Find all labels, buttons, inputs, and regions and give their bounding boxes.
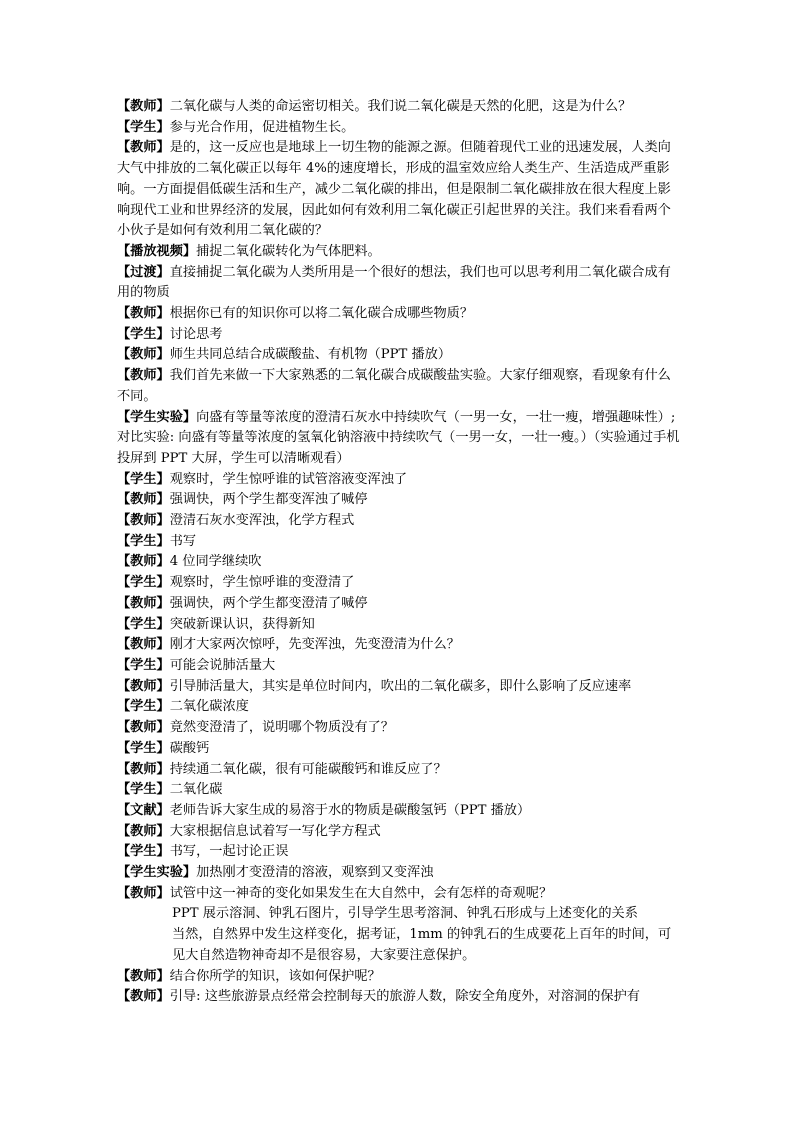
speaker-tag: 【学生】 (117, 119, 170, 135)
speaker-tag: 【学生】 (117, 575, 170, 591)
speaker-tag: 【教师】 (117, 678, 170, 694)
transcript-paragraph (117, 677, 683, 698)
transcript-paragraph (117, 263, 683, 304)
lesson-transcript (117, 97, 683, 1008)
paragraph-text: 我们首先来做一下大家熟悉的二氧化碳合成碳酸盐实验。大家仔细观察，看现象有什么不同。 (117, 368, 671, 404)
transcript-paragraph (117, 904, 683, 925)
transcript-paragraph (117, 345, 683, 366)
transcript-paragraph (117, 656, 683, 677)
speaker-tag: 【教师】 (117, 885, 170, 901)
paragraph-text: 刚才大家两次惊呼，先变浑浊，先变澄清为什么？ (169, 637, 460, 653)
transcript-paragraph (117, 552, 683, 573)
speaker-tag: 【学生实验】 (117, 409, 197, 425)
paragraph-text: 师生共同总结合成碳酸盐、有机物（PPT 播放） (169, 347, 452, 363)
paragraph-text: 碳酸钙 (169, 740, 210, 756)
speaker-tag: 【教师】 (117, 595, 170, 611)
speaker-tag: 【学生】 (117, 844, 170, 860)
transcript-paragraph (117, 242, 683, 263)
transcript-paragraph (117, 325, 683, 346)
paragraph-text: 二氧化碳浓度 (169, 699, 249, 715)
speaker-tag: 【教师】 (117, 554, 170, 570)
speaker-tag: 【教师】 (117, 720, 170, 736)
paragraph-text: 突破新课认识，获得新知 (169, 616, 315, 632)
paragraph-text: 大家根据信息试着写一写化学方程式 (169, 823, 381, 839)
transcript-paragraph (117, 987, 683, 1008)
speaker-tag: 【过渡】 (117, 264, 170, 280)
transcript-paragraph (117, 718, 683, 739)
paragraph-text: 书写 (169, 533, 197, 549)
transcript-paragraph (117, 801, 683, 822)
transcript-paragraph (117, 635, 683, 656)
transcript-paragraph (117, 573, 683, 594)
transcript-paragraph (117, 760, 683, 781)
transcript-paragraph (117, 118, 683, 139)
transcript-paragraph (117, 97, 683, 118)
speaker-tag: 【学生】 (117, 657, 170, 673)
transcript-paragraph (117, 532, 683, 553)
speaker-tag: 【学生实验】 (117, 865, 197, 881)
speaker-tag: 【学生】 (117, 782, 170, 798)
paragraph-text: 4 位同学继续吹 (169, 554, 262, 570)
transcript-paragraph (117, 470, 683, 491)
speaker-tag: 【学生】 (117, 740, 170, 756)
speaker-tag: 【教师】 (117, 306, 170, 322)
speaker-tag: 【教师】 (117, 492, 170, 508)
paragraph-text: 二氧化碳 (169, 782, 223, 798)
speaker-tag: 【学生】 (117, 471, 170, 487)
document-page (117, 97, 683, 1008)
transcript-paragraph (117, 842, 683, 863)
paragraph-text: 当然，自然界中发生这样变化，据考证，1mm 的钟乳石的生成要花上百年的时间，可见大自然造物神奇却不是很容易，大家要注意保护。 (172, 927, 672, 963)
speaker-tag: 【教师】 (117, 140, 170, 156)
speaker-tag: 【教师】 (117, 823, 170, 839)
speaker-tag: 【教师】 (117, 989, 170, 1005)
speaker-tag: 【教师】 (117, 761, 170, 777)
transcript-paragraph (117, 594, 683, 615)
paragraph-text: 讨论思考 (169, 326, 223, 342)
paragraph-text: 根据你已有的知识你可以将二氧化碳合成哪些物质？ (169, 306, 474, 322)
transcript-paragraph (117, 490, 683, 511)
speaker-tag: 【播放视频】 (117, 243, 197, 259)
paragraph-text: 参与光合作用，促进植物生长。 (169, 119, 355, 135)
paragraph-text: 观察时，学生惊呼谁的试管溶液变浑浊了 (169, 471, 408, 487)
transcript-paragraph (117, 408, 683, 470)
transcript-paragraph (117, 138, 683, 242)
paragraph-text: 引导肺活量大，其实是单位时间内，吹出的二氧化碳多，即什么影响了反应速率 (169, 678, 632, 694)
transcript-paragraph (117, 822, 683, 843)
paragraph-text: 可能会说肺活量大 (169, 657, 276, 673)
transcript-paragraph (117, 863, 683, 884)
paragraph-text: 书写，一起讨论正误 (169, 844, 289, 860)
paragraph-text: 试管中这一神奇的变化如果发生在大自然中，会有怎样的奇观呢？ (169, 885, 553, 901)
transcript-paragraph (117, 366, 683, 407)
transcript-paragraph (117, 304, 683, 325)
paragraph-text: 持续通二氧化碳，很有可能碳酸钙和谁反应了？ (169, 761, 447, 777)
transcript-paragraph (117, 739, 683, 760)
paragraph-text: 二氧化碳与人类的命运密切相关。我们说二氧化碳是天然的化肥，这是为什么？ (169, 99, 632, 114)
paragraph-text: 引导: 这些旅游景点经常会控制每天的旅游人数，除安全角度外，对溶洞的保护有 (169, 989, 640, 1005)
transcript-paragraph (117, 884, 683, 905)
speaker-tag: 【教师】 (117, 968, 170, 984)
paragraph-text: 直接捕捉二氧化碳为人类所用是一个很好的想法，我们也可以思考利用二氧化碳合成有用的物质 (117, 264, 671, 301)
transcript-paragraph (117, 780, 683, 801)
speaker-tag: 【学生】 (117, 533, 170, 549)
paragraph-text: 澄清石灰水变浑浊，化学方程式 (169, 513, 355, 529)
speaker-tag: 【学生】 (117, 326, 170, 342)
paragraph-text: 结合你所学的知识，该如何保护呢？ (169, 968, 381, 984)
paragraph-text: 强调快，两个学生都变浑浊了喊停 (169, 492, 368, 508)
transcript-paragraph (117, 697, 683, 718)
paragraph-text: 强调快，两个学生都变澄清了喊停 (169, 595, 368, 611)
speaker-tag: 【教师】 (117, 99, 170, 114)
speaker-tag: 【教师】 (117, 513, 170, 529)
speaker-tag: 【教师】 (117, 347, 170, 363)
transcript-paragraph (117, 967, 683, 988)
speaker-tag: 【学生】 (117, 699, 170, 715)
paragraph-text: 竟然变澄清了，说明哪个物质没有了？ (169, 720, 394, 736)
paragraph-text: PPT 展示溶洞、钟乳石图片，引导学生思考溶洞、钟乳石形成与上述变化的关系 (172, 906, 638, 922)
transcript-paragraph (117, 511, 683, 532)
transcript-paragraph (117, 925, 683, 966)
speaker-tag: 【学生】 (117, 616, 170, 632)
paragraph-text: 捕捉二氧化碳转化为气体肥料。 (196, 243, 381, 259)
paragraph-text: 加热刚才变澄清的溶液，观察到又变浑浊 (196, 865, 434, 881)
paragraph-text: 向盛有等量等浓度的澄清石灰水中持续吹气（一男一女，一壮一瘦，增强趣味性）; 对比实验: 向盛有等量等浓度的氢氧化钠溶液中持续吹气（一男一女，一壮一瘦。）（实验通过手机投屏到 PPT 大屏，学生可以清晰观看） (117, 409, 680, 466)
paragraph-text: 观察时，学生惊呼谁的变澄清了 (169, 575, 355, 591)
paragraph-text: 是的，这一反应也是地球上一切生物的能源之源。但随着现代工业的迅速发展，人类向大气中排放的二氧化碳正以每年 4%的速度增长，形成的温室效应给人类生产、生活造成严重影响。一方面提倡低碳生活和生产，减少二氧化碳的排出，但是限制二氧化碳排放在很大程度上影响现代工业和世界经济的发展，因此如何有效利用二氧化碳正引起世界的关注。我们来看看两个小伙子是如何有效利用二氧化碳的？ (117, 140, 671, 239)
speaker-tag: 【文献】 (117, 802, 170, 818)
paragraph-text: 老师告诉大家生成的易溶于水的物质是碳酸氢钙（PPT 播放） (169, 802, 531, 818)
speaker-tag: 【教师】 (117, 637, 170, 653)
speaker-tag: 【教师】 (117, 368, 170, 384)
transcript-paragraph (117, 615, 683, 636)
